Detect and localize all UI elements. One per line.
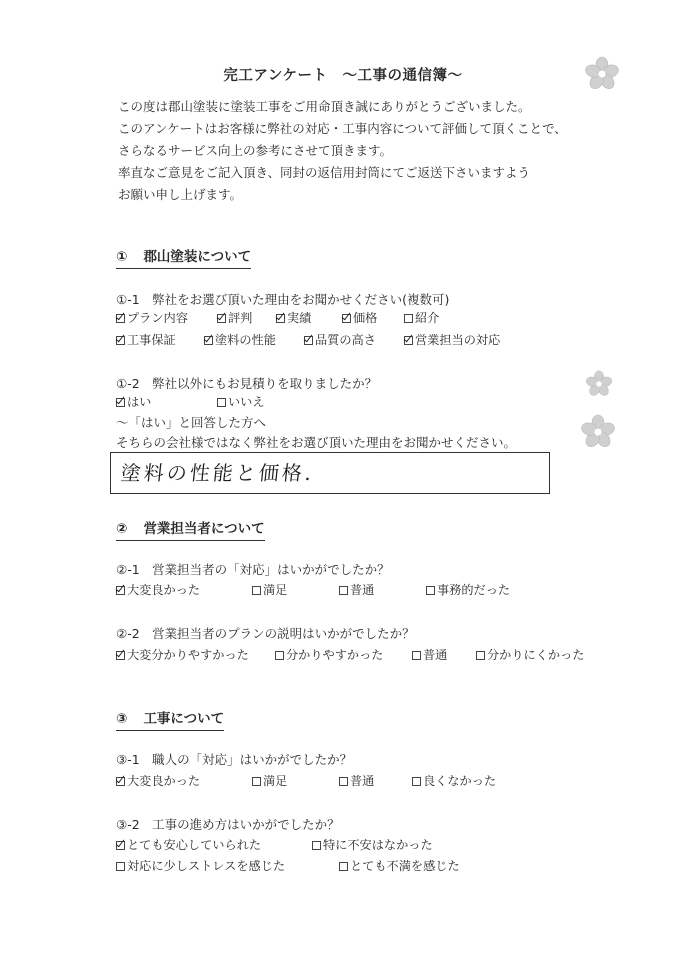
section-heading-sales: [116, 517, 265, 541]
checkbox[interactable]: [116, 651, 125, 660]
section-heading-company: [116, 245, 251, 269]
option-warranty[interactable]: [116, 331, 176, 348]
option-sales-response[interactable]: [404, 331, 500, 348]
checkbox[interactable]: [116, 862, 125, 871]
option-very-good[interactable]: [116, 581, 200, 598]
option-price[interactable]: [342, 309, 377, 326]
option-businesslike[interactable]: [426, 581, 510, 598]
section-number: ③: [116, 711, 128, 727]
checkbox[interactable]: [412, 777, 421, 786]
option-very-clear[interactable]: [116, 646, 249, 663]
option-average[interactable]: [412, 646, 447, 663]
option-label: 普通: [350, 583, 375, 597]
option-label: 大変分かりやすかった: [127, 648, 249, 662]
checkbox[interactable]: [116, 336, 125, 345]
intro-line: このアンケートはお客様に弊社の対応・工事内容について評価して頂くことで、: [118, 121, 567, 136]
handwritten-answer: 塗料の性能と価格.: [119, 461, 316, 485]
option-label: 満足: [263, 774, 288, 788]
section-heading-construction: [116, 707, 224, 731]
checkbox[interactable]: [276, 314, 285, 323]
option-label: はい: [127, 395, 152, 409]
answer-textarea[interactable]: [110, 452, 550, 494]
cherry-blossom-icon: [580, 414, 616, 450]
option-no[interactable]: [217, 393, 265, 410]
option-label: 分かりにくかった: [487, 648, 585, 662]
option-label: 普通: [423, 648, 448, 662]
option-plan[interactable]: [116, 309, 188, 326]
checkbox[interactable]: [217, 314, 226, 323]
question-3-2: ③-2 工事の進め方はいかがでしたか？: [116, 817, 340, 832]
option-unclear[interactable]: [476, 646, 585, 663]
checkbox[interactable]: [404, 336, 413, 345]
option-very-good[interactable]: [116, 772, 200, 789]
followup-question: そちらの会社様ではなく弊社をお選び頂いた理由をお聞かせください。: [116, 435, 517, 450]
option-label: 満足: [263, 583, 288, 597]
option-label: 品質の高さ: [315, 333, 376, 347]
checkbox[interactable]: [476, 651, 485, 660]
checkbox[interactable]: [404, 314, 413, 323]
option-label: 良くなかった: [423, 774, 497, 788]
intro-line: 率直なご意見をご記入頂き、同封の返信用封筒にてご返送下さいますよう: [118, 165, 531, 180]
option-label: 営業担当の対応: [415, 333, 501, 347]
option-referral[interactable]: [404, 309, 439, 326]
checkbox[interactable]: [116, 398, 125, 407]
option-no-worries[interactable]: [312, 836, 433, 853]
option-label: 紹介: [415, 311, 440, 325]
option-clear[interactable]: [275, 646, 384, 663]
option-very-dissatisfied[interactable]: [339, 857, 460, 874]
cherry-blossom-icon: [585, 370, 613, 398]
option-label: 普通: [350, 774, 375, 788]
checkbox[interactable]: [217, 398, 226, 407]
checkbox[interactable]: [252, 586, 261, 595]
checkbox[interactable]: [116, 586, 125, 595]
checkbox[interactable]: [204, 336, 213, 345]
option-label: プラン内容: [127, 311, 188, 325]
checkbox[interactable]: [116, 777, 125, 786]
option-paint-performance[interactable]: [204, 331, 276, 348]
option-average[interactable]: [339, 581, 374, 598]
option-satisfied[interactable]: [252, 581, 287, 598]
section-title: 営業担当者について: [143, 521, 265, 537]
question-3-1: ③-1 職人の「対応」はいかがでしたか？: [116, 752, 353, 767]
section-title: 工事について: [143, 711, 225, 727]
checkbox[interactable]: [426, 586, 435, 595]
section-title: 郡山塗装について: [143, 249, 252, 265]
followup-note: ～「はい」と回答した方へ: [116, 415, 267, 430]
checkbox[interactable]: [412, 651, 421, 660]
option-label: とても安心していられた: [127, 838, 262, 852]
checkbox[interactable]: [339, 862, 348, 871]
section-number: ①: [116, 249, 128, 265]
intro-paragraph: [118, 96, 567, 206]
question-2-1: ②-1 営業担当者の「対応」はいかがでしたか？: [116, 562, 390, 577]
option-label: 分かりやすかった: [286, 648, 384, 662]
option-label: 工事保証: [127, 333, 176, 347]
checkbox[interactable]: [312, 841, 321, 850]
cherry-blossom-icon: [584, 56, 620, 92]
section-number: ②: [116, 521, 128, 537]
question-2-2: ②-2 営業担当者のプランの説明はいかがでしたか？: [116, 626, 415, 641]
checkbox[interactable]: [116, 314, 125, 323]
option-satisfied[interactable]: [252, 772, 287, 789]
option-label: 塗料の性能: [215, 333, 276, 347]
option-label: 評判: [228, 311, 253, 325]
option-label: いいえ: [228, 395, 265, 409]
option-label: 大変良かった: [127, 583, 201, 597]
checkbox[interactable]: [116, 841, 125, 850]
checkbox[interactable]: [339, 586, 348, 595]
option-not-good[interactable]: [412, 772, 496, 789]
option-quality[interactable]: [304, 331, 376, 348]
option-label: 対応に少しストレスを感じた: [127, 859, 286, 873]
checkbox[interactable]: [275, 651, 284, 660]
option-yes[interactable]: [116, 393, 151, 410]
checkbox[interactable]: [342, 314, 351, 323]
option-label: 事務的だった: [437, 583, 511, 597]
option-label: 大変良かった: [127, 774, 201, 788]
intro-line: お願い申し上げます。: [118, 187, 243, 202]
question-1-1: ①-1 弊社をお選び頂いた理由をお聞かせください(複数可): [116, 292, 450, 307]
option-reputation[interactable]: [217, 309, 252, 326]
option-average[interactable]: [339, 772, 374, 789]
option-label: 実績: [287, 311, 312, 325]
intro-line: この度は郡山塗装に塗装工事をご用命頂き誠にありがとうございました。: [118, 99, 531, 114]
question-1-2: ①-2 弊社以外にもお見積りを取りましたか？: [116, 376, 378, 391]
checkbox[interactable]: [304, 336, 313, 345]
option-label: 価格: [353, 311, 378, 325]
option-some-stress[interactable]: [116, 857, 285, 874]
option-track-record[interactable]: [276, 309, 311, 326]
page-title: 完工アンケート ～工事の通信簿～: [223, 68, 463, 84]
option-very-reassured[interactable]: [116, 836, 261, 853]
option-label: とても不満を感じた: [350, 859, 460, 873]
intro-line: さらなるサービス向上の参考にさせて頂きます。: [118, 143, 393, 158]
checkbox[interactable]: [252, 777, 261, 786]
checkbox[interactable]: [339, 777, 348, 786]
option-label: 特に不安はなかった: [323, 838, 433, 852]
